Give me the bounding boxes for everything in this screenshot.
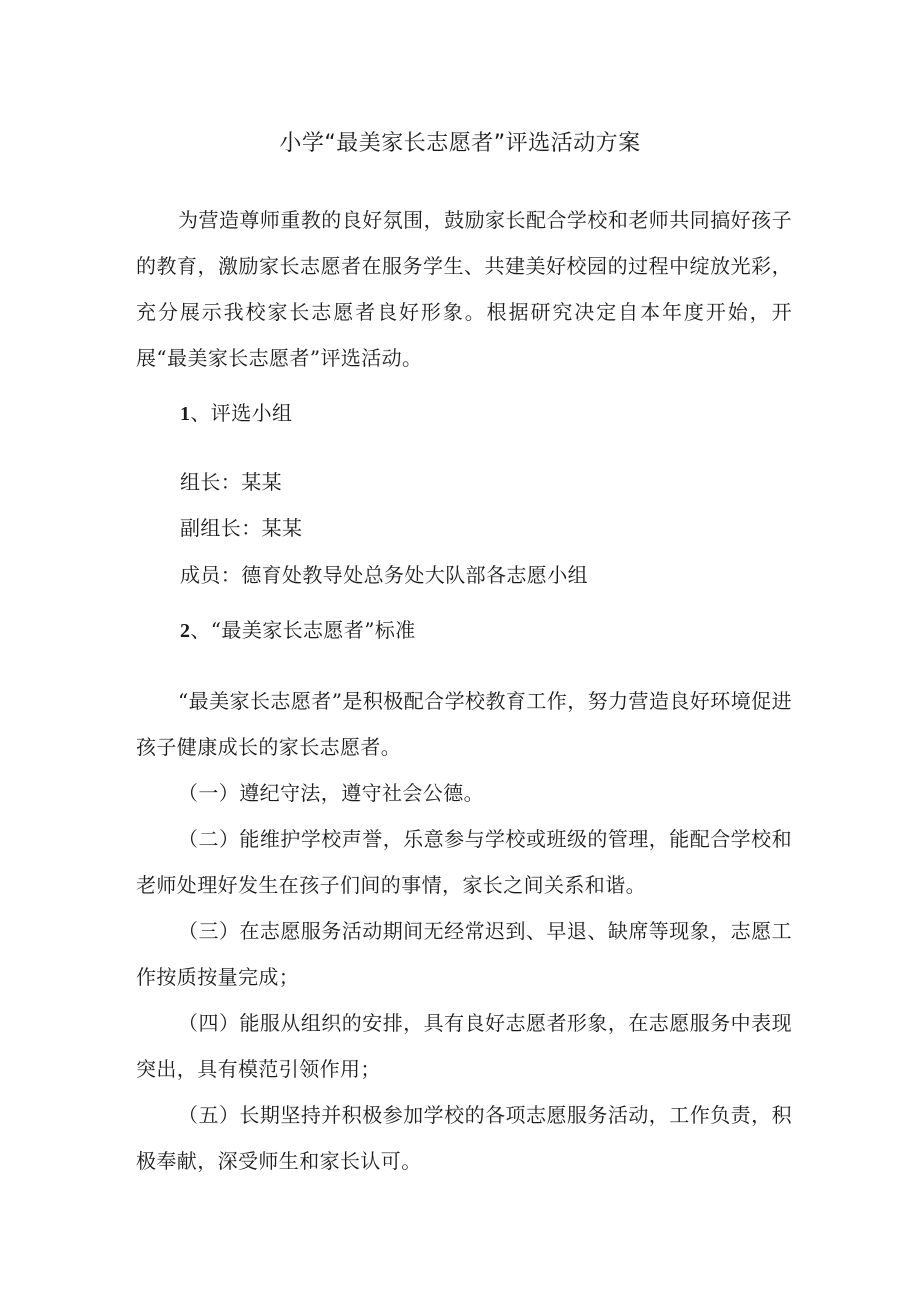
section-2-number: 2 bbox=[180, 620, 191, 642]
group-members: 成员：德育处教导处总务处大队部各志愿小组 bbox=[180, 563, 588, 587]
group-deputy: 副组长：某某 bbox=[180, 516, 303, 540]
section-1-heading bbox=[180, 397, 292, 430]
section-2-heading bbox=[180, 614, 416, 647]
document-title: 小学“最美家长志愿者”评选活动方案 bbox=[279, 131, 641, 156]
section-1-number: 1 bbox=[180, 403, 191, 425]
standard-definition: “最美家长志愿者”是积极配合学校教育工作，努力营造良好环境促进孩子健康成长的家长志愿者。 bbox=[136, 689, 792, 759]
standard-item-3: （三）在志愿服务活动期间无经常迟到、早退、缺席等现象，志愿工作按质按量完成； bbox=[136, 919, 792, 989]
standard-item-4: （四）能服从组织的安排，具有良好志愿者形象，在志愿服务中表现突出，具有模范引领作用； bbox=[136, 1011, 792, 1081]
standard-item-2: （二）能维护学校声誉，乐意参与学校或班级的管理，能配合学校和老师处理好发生在孩子们间的事情，家长之间关系和谐。 bbox=[136, 827, 792, 897]
section-1-title: 、评选小组 bbox=[190, 401, 293, 425]
intro-paragraph: 为营造尊师重教的良好氛围，鼓励家长配合学校和老师共同搞好孩子的教育，激励家长志愿者在服务学生、共建美好校园的过程中绽放光彩，充分展示我校家长志愿者良好形象。根据研究决定自本年度开始，开展“最美家长志愿者”评选活动。 bbox=[136, 208, 792, 370]
standard-item-1: （一）遵纪守法，遵守社会公德。 bbox=[178, 781, 484, 805]
group-leader: 组长：某某 bbox=[180, 470, 282, 494]
section-2-title: 、“最美家长志愿者”标准 bbox=[190, 618, 416, 642]
standard-item-5: （五）长期坚持并积极参加学校的各项志愿服务活动，工作负责，积极奉献，深受师生和家长认可。 bbox=[136, 1103, 792, 1173]
